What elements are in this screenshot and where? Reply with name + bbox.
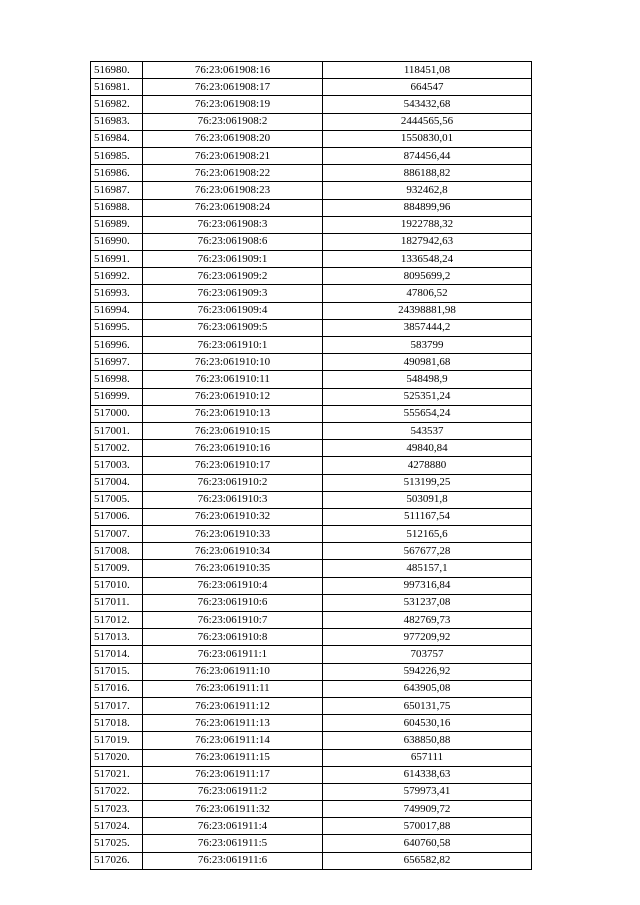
row-number-cell: 516984. xyxy=(91,130,143,147)
table-row xyxy=(91,801,532,818)
value-cell: 512165,6 xyxy=(323,526,532,543)
value-cell: 482769,73 xyxy=(323,612,532,629)
table-row xyxy=(91,302,532,319)
table-row xyxy=(91,646,532,663)
table-row xyxy=(91,543,532,560)
table-row xyxy=(91,422,532,439)
value-cell: 2444565,56 xyxy=(323,113,532,130)
table-row xyxy=(91,526,532,543)
table-row xyxy=(91,577,532,594)
value-cell: 490981,68 xyxy=(323,354,532,371)
cadastral-number-cell: 76:23:061911:5 xyxy=(143,835,323,852)
row-number-cell: 516998. xyxy=(91,371,143,388)
row-number-cell: 516989. xyxy=(91,216,143,233)
value-cell: 650131,75 xyxy=(323,697,532,714)
table-row xyxy=(91,440,532,457)
row-number-cell: 516980. xyxy=(91,62,143,79)
row-number-cell: 517019. xyxy=(91,732,143,749)
table-row xyxy=(91,663,532,680)
table-row xyxy=(91,680,532,697)
table-row xyxy=(91,113,532,130)
value-cell: 657111 xyxy=(323,749,532,766)
cadastral-number-cell: 76:23:061908:23 xyxy=(143,182,323,199)
value-cell: 977209,92 xyxy=(323,629,532,646)
cadastral-number-cell: 76:23:061910:2 xyxy=(143,474,323,491)
table-row xyxy=(91,835,532,852)
row-number-cell: 517000. xyxy=(91,405,143,422)
row-number-cell: 517003. xyxy=(91,457,143,474)
cadastral-number-cell: 76:23:061910:16 xyxy=(143,440,323,457)
row-number-cell: 516995. xyxy=(91,319,143,336)
cadastral-number-cell: 76:23:061910:32 xyxy=(143,508,323,525)
value-cell: 543432,68 xyxy=(323,96,532,113)
row-number-cell: 517018. xyxy=(91,715,143,732)
row-number-cell: 516987. xyxy=(91,182,143,199)
row-number-cell: 517014. xyxy=(91,646,143,663)
value-cell: 8095699,2 xyxy=(323,268,532,285)
cadastral-number-cell: 76:23:061908:6 xyxy=(143,233,323,250)
value-cell: 485157,1 xyxy=(323,560,532,577)
value-cell: 932462,8 xyxy=(323,182,532,199)
cadastral-number-cell: 76:23:061910:6 xyxy=(143,594,323,611)
table-row xyxy=(91,337,532,354)
cadastral-number-cell: 76:23:061910:3 xyxy=(143,491,323,508)
cadastral-number-cell: 76:23:061911:14 xyxy=(143,732,323,749)
row-number-cell: 517024. xyxy=(91,818,143,835)
value-cell: 24398881,98 xyxy=(323,302,532,319)
value-cell: 664547 xyxy=(323,79,532,96)
cadastral-number-cell: 76:23:061911:6 xyxy=(143,852,323,869)
value-cell: 3857444,2 xyxy=(323,319,532,336)
cadastral-number-cell: 76:23:061909:2 xyxy=(143,268,323,285)
cadastral-number-cell: 76:23:061908:21 xyxy=(143,147,323,164)
cadastral-number-cell: 76:23:061908:16 xyxy=(143,62,323,79)
cadastral-number-cell: 76:23:061910:1 xyxy=(143,337,323,354)
value-cell: 874456,44 xyxy=(323,147,532,164)
table-row xyxy=(91,371,532,388)
cadastral-number-cell: 76:23:061909:1 xyxy=(143,251,323,268)
table-row xyxy=(91,508,532,525)
table-row xyxy=(91,268,532,285)
value-cell: 614338,63 xyxy=(323,766,532,783)
table-row xyxy=(91,319,532,336)
value-cell: 638850,88 xyxy=(323,732,532,749)
value-cell: 643905,08 xyxy=(323,680,532,697)
cadastral-number-cell: 76:23:061910:33 xyxy=(143,526,323,543)
row-number-cell: 517005. xyxy=(91,491,143,508)
cadastral-value-table xyxy=(90,61,532,870)
table-row xyxy=(91,629,532,646)
cadastral-number-cell: 76:23:061909:5 xyxy=(143,319,323,336)
table-row xyxy=(91,783,532,800)
cadastral-number-cell: 76:23:061911:10 xyxy=(143,663,323,680)
cadastral-number-cell: 76:23:061908:3 xyxy=(143,216,323,233)
cadastral-number-cell: 76:23:061910:15 xyxy=(143,422,323,439)
table-row xyxy=(91,354,532,371)
value-cell: 118451,08 xyxy=(323,62,532,79)
row-number-cell: 516991. xyxy=(91,251,143,268)
row-number-cell: 516999. xyxy=(91,388,143,405)
table-row xyxy=(91,594,532,611)
cadastral-number-cell: 76:23:061910:13 xyxy=(143,405,323,422)
value-cell: 1336548,24 xyxy=(323,251,532,268)
value-cell: 583799 xyxy=(323,337,532,354)
value-cell: 604530,16 xyxy=(323,715,532,732)
table-row xyxy=(91,612,532,629)
value-cell: 511167,54 xyxy=(323,508,532,525)
cadastral-number-cell: 76:23:061910:11 xyxy=(143,371,323,388)
row-number-cell: 517004. xyxy=(91,474,143,491)
row-number-cell: 517013. xyxy=(91,629,143,646)
table-row xyxy=(91,818,532,835)
table-row xyxy=(91,732,532,749)
row-number-cell: 516997. xyxy=(91,354,143,371)
value-cell: 997316,84 xyxy=(323,577,532,594)
cadastral-number-cell: 76:23:061910:35 xyxy=(143,560,323,577)
cadastral-number-cell: 76:23:061908:2 xyxy=(143,113,323,130)
table-row xyxy=(91,388,532,405)
table-row xyxy=(91,165,532,182)
cadastral-number-cell: 76:23:061911:13 xyxy=(143,715,323,732)
table-body xyxy=(91,62,532,870)
row-number-cell: 517002. xyxy=(91,440,143,457)
row-number-cell: 517012. xyxy=(91,612,143,629)
row-number-cell: 517011. xyxy=(91,594,143,611)
row-number-cell: 517008. xyxy=(91,543,143,560)
cadastral-number-cell: 76:23:061911:1 xyxy=(143,646,323,663)
cadastral-number-cell: 76:23:061908:22 xyxy=(143,165,323,182)
cadastral-number-cell: 76:23:061910:10 xyxy=(143,354,323,371)
row-number-cell: 516992. xyxy=(91,268,143,285)
table-row xyxy=(91,199,532,216)
table-row xyxy=(91,715,532,732)
cadastral-number-cell: 76:23:061908:19 xyxy=(143,96,323,113)
table-row xyxy=(91,251,532,268)
table-row xyxy=(91,457,532,474)
row-number-cell: 517010. xyxy=(91,577,143,594)
value-cell: 579973,41 xyxy=(323,783,532,800)
value-cell: 570017,88 xyxy=(323,818,532,835)
value-cell: 656582,82 xyxy=(323,852,532,869)
value-cell: 49840,84 xyxy=(323,440,532,457)
value-cell: 640760,58 xyxy=(323,835,532,852)
value-cell: 47806,52 xyxy=(323,285,532,302)
table-row xyxy=(91,182,532,199)
row-number-cell: 517026. xyxy=(91,852,143,869)
table-row xyxy=(91,474,532,491)
cadastral-number-cell: 76:23:061910:12 xyxy=(143,388,323,405)
cadastral-number-cell: 76:23:061910:4 xyxy=(143,577,323,594)
value-cell: 703757 xyxy=(323,646,532,663)
row-number-cell: 516990. xyxy=(91,233,143,250)
value-cell: 886188,82 xyxy=(323,165,532,182)
cadastral-number-cell: 76:23:061911:15 xyxy=(143,749,323,766)
table-row xyxy=(91,216,532,233)
cadastral-number-cell: 76:23:061911:4 xyxy=(143,818,323,835)
value-cell: 4278880 xyxy=(323,457,532,474)
table-row xyxy=(91,96,532,113)
row-number-cell: 517025. xyxy=(91,835,143,852)
cadastral-number-cell: 76:23:061908:24 xyxy=(143,199,323,216)
value-cell: 555654,24 xyxy=(323,405,532,422)
cadastral-number-cell: 76:23:061911:32 xyxy=(143,801,323,818)
row-number-cell: 517009. xyxy=(91,560,143,577)
table-row xyxy=(91,697,532,714)
value-cell: 1550830,01 xyxy=(323,130,532,147)
row-number-cell: 516993. xyxy=(91,285,143,302)
table-row xyxy=(91,79,532,96)
row-number-cell: 517021. xyxy=(91,766,143,783)
row-number-cell: 517007. xyxy=(91,526,143,543)
row-number-cell: 516994. xyxy=(91,302,143,319)
table-row xyxy=(91,233,532,250)
row-number-cell: 516981. xyxy=(91,79,143,96)
value-cell: 548498,9 xyxy=(323,371,532,388)
value-cell: 1922788,32 xyxy=(323,216,532,233)
table-row xyxy=(91,147,532,164)
cadastral-number-cell: 76:23:061911:2 xyxy=(143,783,323,800)
table-row xyxy=(91,491,532,508)
cadastral-number-cell: 76:23:061910:7 xyxy=(143,612,323,629)
cadastral-number-cell: 76:23:061910:17 xyxy=(143,457,323,474)
value-cell: 543537 xyxy=(323,422,532,439)
cadastral-number-cell: 76:23:061908:20 xyxy=(143,130,323,147)
value-cell: 513199,25 xyxy=(323,474,532,491)
cadastral-number-cell: 76:23:061911:12 xyxy=(143,697,323,714)
row-number-cell: 516988. xyxy=(91,199,143,216)
value-cell: 594226,92 xyxy=(323,663,532,680)
cadastral-number-cell: 76:23:061910:8 xyxy=(143,629,323,646)
table-row xyxy=(91,749,532,766)
cadastral-number-cell: 76:23:061911:17 xyxy=(143,766,323,783)
value-cell: 884899,96 xyxy=(323,199,532,216)
value-cell: 503091,8 xyxy=(323,491,532,508)
cadastral-number-cell: 76:23:061909:3 xyxy=(143,285,323,302)
table-row xyxy=(91,852,532,869)
table-row xyxy=(91,405,532,422)
value-cell: 525351,24 xyxy=(323,388,532,405)
row-number-cell: 516985. xyxy=(91,147,143,164)
row-number-cell: 516983. xyxy=(91,113,143,130)
row-number-cell: 517017. xyxy=(91,697,143,714)
cadastral-number-cell: 76:23:061911:11 xyxy=(143,680,323,697)
row-number-cell: 517020. xyxy=(91,749,143,766)
row-number-cell: 517015. xyxy=(91,663,143,680)
table-row xyxy=(91,560,532,577)
row-number-cell: 517022. xyxy=(91,783,143,800)
value-cell: 531237,08 xyxy=(323,594,532,611)
cadastral-number-cell: 76:23:061910:34 xyxy=(143,543,323,560)
cadastral-number-cell: 76:23:061909:4 xyxy=(143,302,323,319)
row-number-cell: 516986. xyxy=(91,165,143,182)
value-cell: 749909,72 xyxy=(323,801,532,818)
value-cell: 1827942,63 xyxy=(323,233,532,250)
row-number-cell: 516982. xyxy=(91,96,143,113)
row-number-cell: 517016. xyxy=(91,680,143,697)
cadastral-number-cell: 76:23:061908:17 xyxy=(143,79,323,96)
table-row xyxy=(91,130,532,147)
table-row xyxy=(91,62,532,79)
row-number-cell: 516996. xyxy=(91,337,143,354)
table-row xyxy=(91,766,532,783)
row-number-cell: 517023. xyxy=(91,801,143,818)
table-row xyxy=(91,285,532,302)
row-number-cell: 517006. xyxy=(91,508,143,525)
row-number-cell: 517001. xyxy=(91,422,143,439)
value-cell: 567677,28 xyxy=(323,543,532,560)
